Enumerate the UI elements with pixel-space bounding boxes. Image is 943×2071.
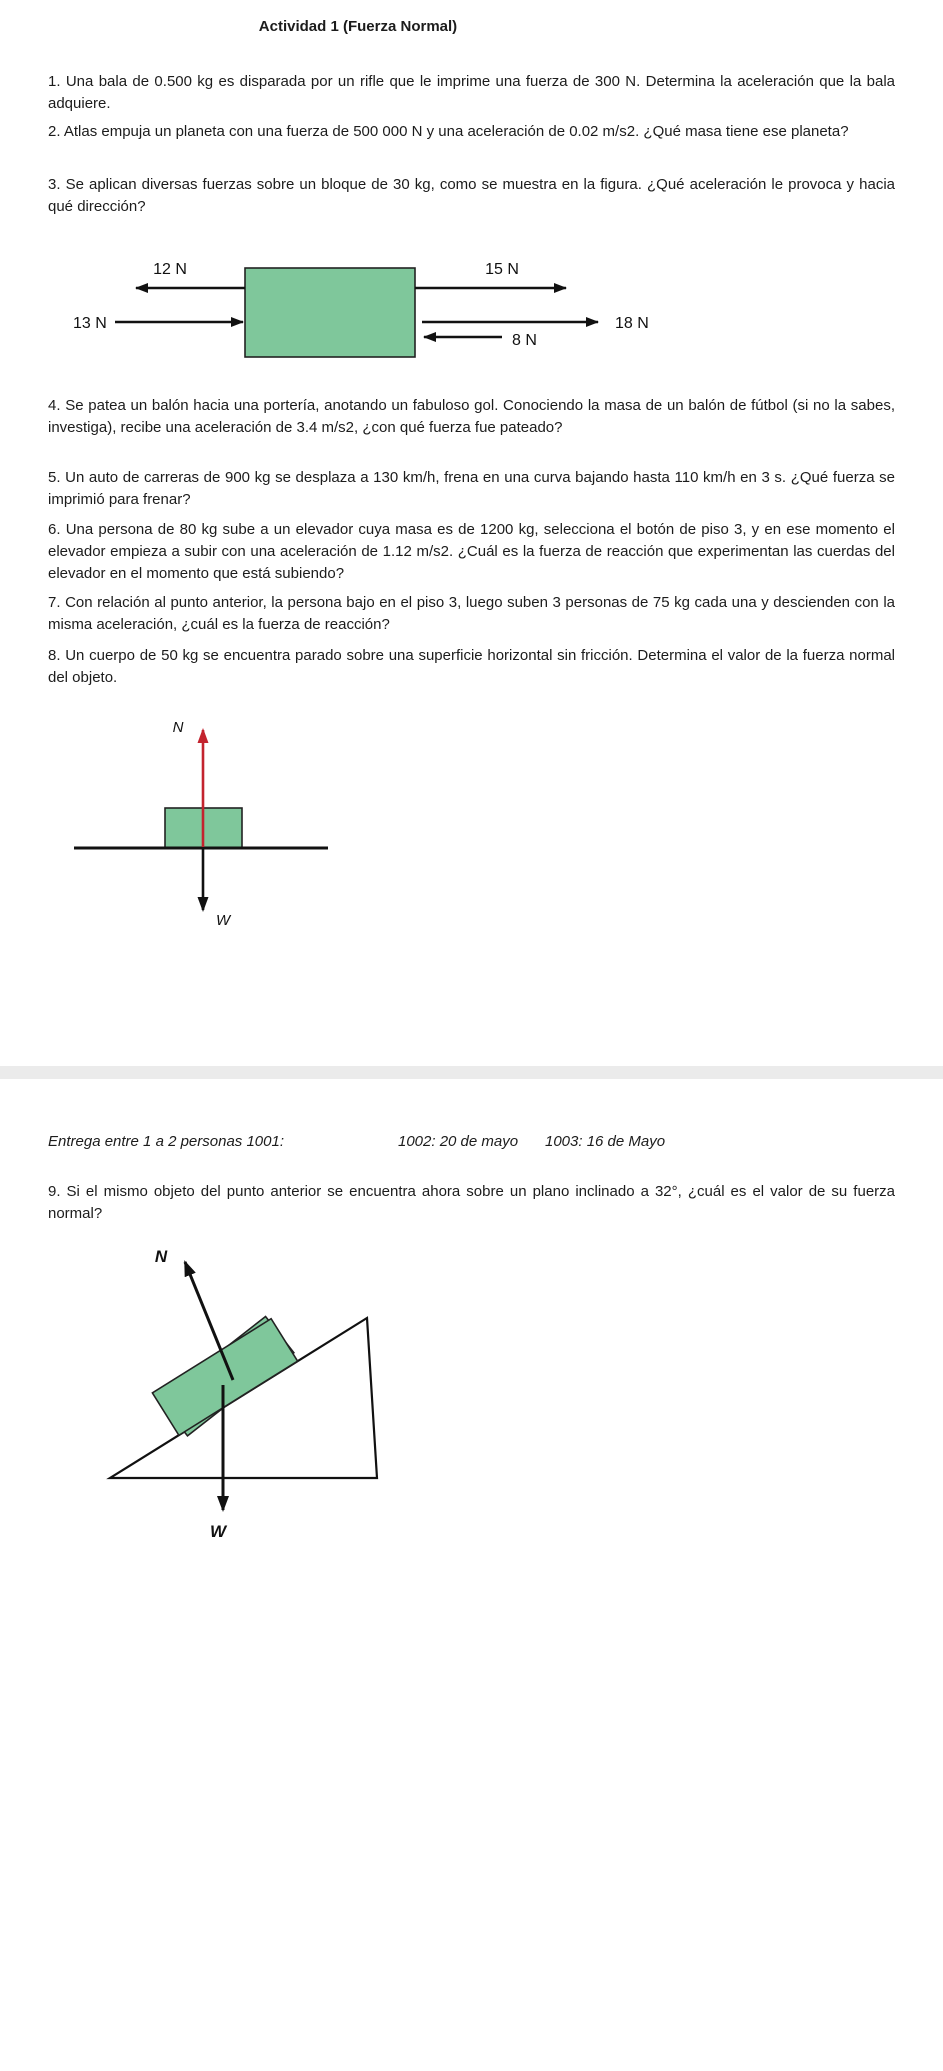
problem-7: 7. Con relación al punto anterior, la persona bajo en el piso 3, luego suben 3 personas de 75 kg cada una y descienden con la misma aceleración, ¿cuál es la fuerza de reacción? [48,594,895,633]
group-1003-date: 1003: 16 de Mayo [545,1133,666,1150]
section-divider [0,1066,943,1079]
problem-6: 6. Una persona de 80 kg sube a un elevador cuya masa es de 1200 kg, selecciona el botón de piso 3, y en ese momento el elevador empieza a subir con una aceleración de 1.12 m/s2. ¿Cuál es la fuerza de reacción que experimentan las cuerdas del elevador en el momento que está subiendo? [48,521,895,582]
force-label-12n: 12 N [153,261,187,278]
figure-block-forces [70,248,690,373]
figure-incline-normal [105,1240,395,1545]
weight-label: W [216,912,231,929]
problem-1: 1. Una bala de 0.500 kg es disparada por un rifle que le imprime una fuerza de 300 N. Determina la aceleración que la bala adquiere. [48,73,895,112]
force-label-13n: 13 N [73,315,107,332]
problem-4: 4. Se patea un balón hacia una portería, anotando un fabuloso gol. Conociendo la masa de un balón de fútbol (si no la sabes, investiga), recibe una aceleración de 3.4 m/s2, ¿con qué fuerza fue pateado? [48,397,895,436]
problem-3: 3. Se aplican diversas fuerzas sobre un bloque de 30 kg, como se muestra en la figura. ¿Qué aceleración le provoca y hacia qué dirección? [48,176,895,215]
figure-flat-normal [70,712,340,937]
normal-label: N [172,719,184,736]
group-1002-date: 1002: 20 de mayo [398,1133,519,1150]
problem-5: 5. Un auto de carreras de 900 kg se desplaza a 130 km/h, frena en una curva bajando hasta 110 km/h en 3 s. ¿Qué fuerza se imprimió para frenar? [48,469,895,508]
problem-2: 2. Atlas empuja un planeta con una fuerza de 500 000 N y una aceleración de 0.02 m/s2. ¿Qué masa tiene ese planeta? [48,123,849,140]
incline-normal-label: N [154,1247,168,1266]
force-label-15n: 15 N [485,261,519,278]
problem-8: 8. Un cuerpo de 50 kg se encuentra parado sobre una superficie horizontal sin fricción. Determina el valor de la fuerza normal del objeto. [48,647,895,686]
page-title: Actividad 1 (Fuerza Normal) [258,18,458,35]
force-label-18n: 18 N [615,315,649,332]
force-block [245,268,415,357]
delivery-info [48,1133,895,1155]
incline-weight-label: W [209,1522,227,1541]
force-label-8n: 8 N [512,332,537,349]
delivery-note: Entrega entre 1 a 2 personas 1001: [48,1133,285,1150]
incline-block [152,1319,297,1436]
problem-9: 9. Si el mismo objeto del punto anterior se encuentra ahora sobre un plano inclinado a 32°, ¿cuál es el valor de su fuerza normal? [48,1183,895,1222]
